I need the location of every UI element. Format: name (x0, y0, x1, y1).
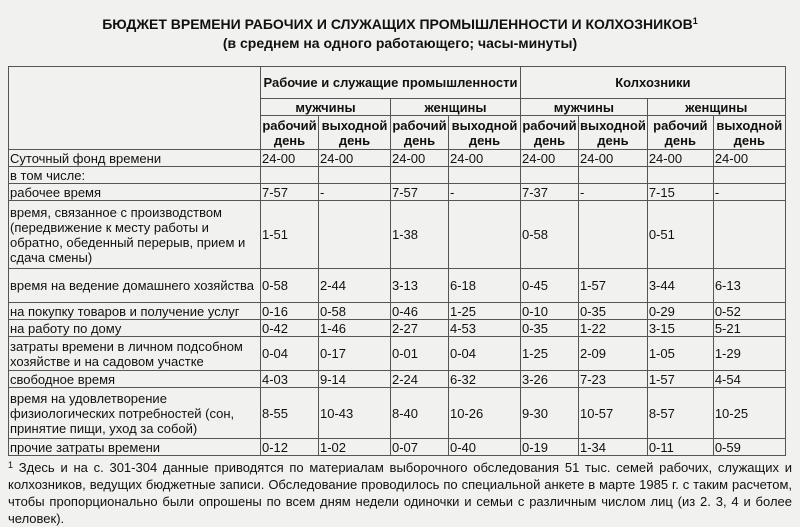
table-cell: 0-51 (647, 201, 713, 269)
header-daytype: выходной день (580, 117, 646, 148)
header-row-groups (9, 67, 786, 99)
table-cell (713, 167, 785, 184)
table-cell (449, 201, 521, 269)
header-group-kolkhoz: Колхозники (521, 67, 786, 99)
row-label: на покупку товаров и получение услуг (9, 303, 261, 320)
table-cell (261, 167, 319, 184)
time-budget-table (8, 66, 786, 456)
page-subtitle: (в среднем на одного работающего; часы-минуты) (222, 35, 578, 51)
table-cell: 8-40 (391, 388, 449, 439)
table-cell: 0-42 (261, 320, 319, 337)
table-cell: 0-11 (647, 439, 713, 456)
table-row (9, 184, 786, 201)
row-label: Суточный фонд времени (9, 150, 261, 167)
table-cell (319, 167, 391, 184)
table-row (9, 388, 786, 439)
header-gender: женщины (391, 99, 521, 116)
table-row (9, 320, 786, 337)
table-cell: 9-30 (521, 388, 579, 439)
header-daytype: рабочий день (647, 116, 713, 150)
table-cell: 10-25 (713, 388, 785, 439)
row-label: прочие затраты времени (9, 439, 261, 456)
header-gender: женщины (647, 99, 785, 116)
table-cell: 7-37 (521, 184, 579, 201)
table-cell: 7-57 (261, 184, 319, 201)
table-cell: 1-51 (261, 201, 319, 269)
row-label: время на ведение домашнего хозяйства (9, 269, 261, 303)
table-cell: 1-25 (449, 303, 521, 320)
table-cell: - (449, 184, 521, 201)
table-cell (579, 201, 648, 269)
table-body (9, 150, 786, 456)
table-cell: 0-40 (449, 439, 521, 456)
table-cell: - (579, 184, 648, 201)
table-cell: 0-59 (713, 439, 785, 456)
row-label: свободное время (9, 371, 261, 388)
table-cell: 0-12 (261, 439, 319, 456)
table-cell (521, 167, 579, 184)
table-cell: 4-53 (449, 320, 521, 337)
table-cell: 3-44 (647, 269, 713, 303)
table-cell: 10-57 (579, 388, 648, 439)
table-cell (319, 201, 391, 269)
row-label: рабочее время (9, 184, 261, 201)
table-cell: 9-14 (319, 371, 391, 388)
table-row (9, 439, 786, 456)
table-row (9, 167, 786, 184)
table-cell: 4-03 (261, 371, 319, 388)
table-row (9, 303, 786, 320)
table-cell: 1-46 (319, 320, 391, 337)
table-row (9, 150, 786, 167)
table-cell: 0-58 (521, 201, 579, 269)
table-cell: 1-02 (319, 439, 391, 456)
table-cell: 0-04 (449, 337, 521, 371)
table-cell (449, 167, 521, 184)
table-cell: 1-29 (713, 337, 785, 371)
table-cell: 7-57 (391, 184, 449, 201)
table-cell (713, 201, 785, 269)
table-row (9, 269, 786, 303)
table-cell: 1-22 (579, 320, 648, 337)
table-cell: 2-09 (579, 337, 648, 371)
table-cell: 10-43 (319, 388, 391, 439)
header-gender: мужчины (521, 99, 648, 116)
row-label: на работу по дому (9, 320, 261, 337)
table-cell: 5-21 (713, 320, 785, 337)
table-cell: 24-00 (521, 150, 579, 167)
table-cell: 24-00 (261, 150, 319, 167)
header-daytype: рабочий день (392, 117, 447, 148)
footnote-text: Здесь и на с. 301-304 данные приводятся по материалам выборочного обследования 51 тыс. семей рабочих, служащих и колхозников, ведущих бюджетные записи. Обследование проводилось по специальной анкете в марте 1985 г. с таким расчетом, чтобы пропорционально были опрошены по всем дням недели одиночки и семьи с различным числом лиц (из 2. 3, 4 и более человек). (8, 460, 792, 526)
table-row (9, 337, 786, 371)
table-cell: 0-58 (261, 269, 319, 303)
table-cell: 3-26 (521, 371, 579, 388)
table-row (9, 201, 786, 269)
table-cell: 0-01 (391, 337, 449, 371)
table-cell: 1-38 (391, 201, 449, 269)
header-group-workers: Рабочие и служащие промышленности (261, 67, 521, 99)
table-cell: 24-00 (713, 150, 785, 167)
table-cell: 0-10 (521, 303, 579, 320)
table-cell: 24-00 (449, 150, 521, 167)
table-cell: 4-54 (713, 371, 785, 388)
table-cell: 6-13 (713, 269, 785, 303)
table-cell: 8-57 (647, 388, 713, 439)
table-cell (579, 167, 648, 184)
table-cell: 1-57 (579, 269, 648, 303)
table-cell: 0-45 (521, 269, 579, 303)
table-cell: 0-07 (391, 439, 449, 456)
table-cell: 0-52 (713, 303, 785, 320)
table-cell: 0-19 (521, 439, 579, 456)
table-cell: 2-44 (319, 269, 391, 303)
row-label: затраты времени в личном подсобном хозяйстве и на садовом участке (9, 337, 261, 371)
table-cell: 1-34 (579, 439, 648, 456)
page-title (0, 16, 800, 33)
table-cell: 24-00 (319, 150, 391, 167)
table-cell (647, 167, 713, 184)
table-cell: 0-35 (521, 320, 579, 337)
table-cell: 3-15 (647, 320, 713, 337)
footnote-mark: 1 (8, 460, 14, 470)
table-cell: 24-00 (391, 150, 449, 167)
table-cell: 3-13 (391, 269, 449, 303)
table-cell: 2-24 (391, 371, 449, 388)
table-cell: 1-25 (521, 337, 579, 371)
row-label: время на удовлетворение физиологических потребностей (сон, принятие пищи, уход за собой) (9, 388, 261, 439)
table-row (9, 371, 786, 388)
table-cell: 0-17 (319, 337, 391, 371)
title-text: БЮДЖЕТ ВРЕМЕНИ РАБОЧИХ И СЛУЖАЩИХ ПРОМЫШЛЕННОСТИ И КОЛХОЗНИКОВ (102, 16, 693, 32)
header-daytype: рабочий день (522, 117, 577, 148)
table-cell: 1-57 (647, 371, 713, 388)
table-cell: 7-23 (579, 371, 648, 388)
row-label: в том числе: (9, 167, 261, 184)
table-cell: 7-15 (647, 184, 713, 201)
header-daytype: выходной день (319, 116, 391, 150)
header-gender: мужчины (261, 99, 391, 116)
table-cell: 0-04 (261, 337, 319, 371)
table-cell: 6-18 (449, 269, 521, 303)
table-cell: 0-29 (647, 303, 713, 320)
table-cell: 2-27 (391, 320, 449, 337)
table-cell: - (713, 184, 785, 201)
table-cell: 0-46 (391, 303, 449, 320)
header-empty-corner (9, 67, 261, 150)
table-cell: 1-05 (647, 337, 713, 371)
header-daytype: выходной день (713, 116, 785, 150)
table-cell: - (319, 184, 391, 201)
table-cell: 24-00 (647, 150, 713, 167)
table-cell: 0-16 (261, 303, 319, 320)
table-cell: 6-32 (449, 371, 521, 388)
table-cell: 0-35 (579, 303, 648, 320)
title-footnote-mark: 1 (692, 16, 698, 26)
table-cell: 0-58 (319, 303, 391, 320)
table-cell: 24-00 (579, 150, 648, 167)
header-daytype: выходной день (449, 116, 521, 150)
table-cell (391, 167, 449, 184)
table-cell: 8-55 (261, 388, 319, 439)
row-label: время, связанное с производством (передвижение к месту работы и обратно, обеденный перерыв, прием и сдача смены) (9, 201, 261, 269)
footnote (8, 459, 792, 527)
table-cell: 10-26 (449, 388, 521, 439)
header-daytype: рабочий день (262, 117, 317, 148)
